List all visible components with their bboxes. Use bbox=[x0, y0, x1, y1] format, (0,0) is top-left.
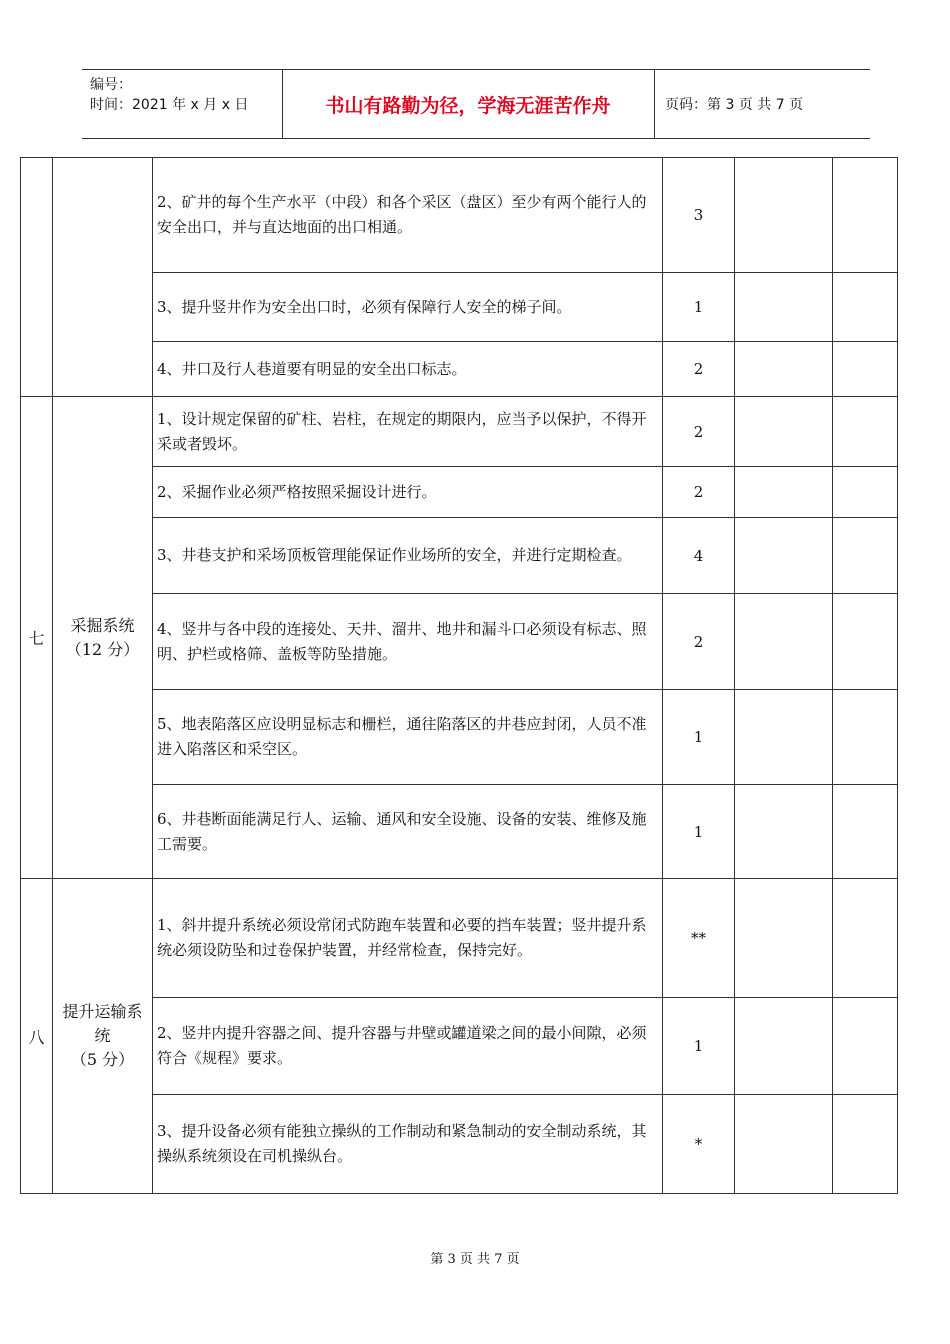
blank-cell bbox=[735, 158, 833, 273]
blank-cell bbox=[735, 785, 833, 879]
number-label: 编号： bbox=[90, 77, 132, 93]
blank-cell bbox=[833, 518, 898, 594]
header-meta bbox=[82, 70, 283, 138]
category-line: 提升运输系 bbox=[62, 1002, 143, 1021]
category-line: 统 bbox=[94, 1026, 111, 1045]
item-score: 1 bbox=[663, 785, 735, 879]
blank-cell bbox=[735, 467, 833, 518]
blank-cell bbox=[833, 273, 898, 342]
table-row bbox=[21, 594, 898, 690]
item-score: 3 bbox=[663, 158, 735, 273]
page-footer: 第 3 页 共 7 页 bbox=[430, 1252, 520, 1267]
item-score: 2 bbox=[663, 342, 735, 397]
blank-cell bbox=[833, 467, 898, 518]
blank-cell bbox=[735, 518, 833, 594]
table-row bbox=[21, 273, 898, 342]
blank-cell bbox=[735, 690, 833, 785]
table-row bbox=[21, 467, 898, 518]
header-motto: 书山有路勤为径，学海无涯苦作舟 bbox=[282, 70, 655, 138]
blank-cell bbox=[833, 397, 898, 467]
section-number: 八 bbox=[21, 879, 53, 1194]
item-text: 5、地表陷落区应设明显标志和栅栏，通往陷落区的井巷应封闭，人员不准进入陷落区和采空区。 bbox=[153, 690, 663, 785]
item-text: 4、井口及行人巷道要有明显的安全出口标志。 bbox=[153, 342, 663, 397]
item-text: 3、井巷支护和采场顶板管理能保证作业场所的安全，并进行定期检查。 bbox=[153, 518, 663, 594]
section-number-cell bbox=[21, 158, 53, 397]
date-label: 时间：2021 年 x 月 x 日 bbox=[90, 97, 249, 113]
blank-cell bbox=[735, 397, 833, 467]
item-score: 1 bbox=[663, 998, 735, 1095]
item-text: 4、竖井与各中段的连接处、天井、溜井、地井和漏斗口必须设有标志、照明、护栏或格筛、盖板等防坠措施。 bbox=[153, 594, 663, 690]
item-text: 1、斜井提升系统必须设常闭式防跑车装置和必要的挡车装置；竖井提升系统必须设防坠和过卷保护装置，并经常检查，保持完好。 bbox=[153, 879, 663, 998]
item-score: * bbox=[663, 1095, 735, 1194]
blank-cell bbox=[833, 879, 898, 998]
table-row bbox=[21, 518, 898, 594]
item-score: 4 bbox=[663, 518, 735, 594]
section-category bbox=[53, 397, 153, 879]
category-points: （5 分） bbox=[70, 1050, 135, 1069]
blank-cell bbox=[735, 879, 833, 998]
table-row bbox=[21, 397, 898, 467]
section-number: 七 bbox=[21, 397, 53, 879]
inspection-table bbox=[20, 157, 898, 1194]
table-row bbox=[21, 785, 898, 879]
blank-cell bbox=[833, 158, 898, 273]
blank-cell bbox=[735, 342, 833, 397]
table-row bbox=[21, 342, 898, 397]
item-score: 2 bbox=[663, 397, 735, 467]
blank-cell bbox=[735, 1095, 833, 1194]
blank-cell bbox=[735, 594, 833, 690]
blank-cell bbox=[833, 998, 898, 1095]
header-page-info: 页码：第 3 页 共 7 页 bbox=[665, 97, 804, 113]
blank-cell bbox=[833, 1095, 898, 1194]
item-text: 3、提升设备必须有能独立操纵的工作制动和紧急制动的安全制动系统，其操纵系统须设在司机操纵台。 bbox=[153, 1095, 663, 1194]
blank-cell bbox=[735, 273, 833, 342]
item-text: 3、提升竖井作为安全出口时，必须有保障行人安全的梯子间。 bbox=[153, 273, 663, 342]
blank-cell bbox=[833, 342, 898, 397]
section-category bbox=[53, 879, 153, 1194]
item-text: 2、竖井内提升容器之间、提升容器与井壁或罐道梁之间的最小间隙，必须符合《规程》要求。 bbox=[153, 998, 663, 1095]
table-row bbox=[21, 998, 898, 1095]
item-text: 2、采掘作业必须严格按照采掘设计进行。 bbox=[153, 467, 663, 518]
table-row bbox=[21, 690, 898, 785]
item-score: 1 bbox=[663, 690, 735, 785]
item-score: 2 bbox=[663, 594, 735, 690]
category-line: 采掘系统 bbox=[70, 615, 135, 635]
item-text: 2、矿井的每个生产水平（中段）和各个采区（盘区）至少有两个能行人的安全出口，并与直达地面的出口相通。 bbox=[153, 158, 663, 273]
blank-cell bbox=[735, 998, 833, 1095]
item-text: 6、井巷断面能满足行人、运输、通风和安全设施、设备的安装、维修及施工需要。 bbox=[153, 785, 663, 879]
blank-cell bbox=[833, 594, 898, 690]
blank-cell bbox=[833, 690, 898, 785]
category-points: （12 分） bbox=[65, 639, 140, 659]
item-score: 2 bbox=[663, 467, 735, 518]
page-header bbox=[82, 69, 870, 139]
item-text: 1、设计规定保留的矿柱、岩柱，在规定的期限内，应当予以保护，不得开采或者毁坏。 bbox=[153, 397, 663, 467]
section-category-cell bbox=[53, 158, 153, 397]
table-row bbox=[21, 158, 898, 273]
table-row bbox=[21, 1095, 898, 1194]
item-score: 1 bbox=[663, 273, 735, 342]
blank-cell bbox=[833, 785, 898, 879]
table-row bbox=[21, 879, 898, 998]
item-score: ** bbox=[663, 879, 735, 998]
